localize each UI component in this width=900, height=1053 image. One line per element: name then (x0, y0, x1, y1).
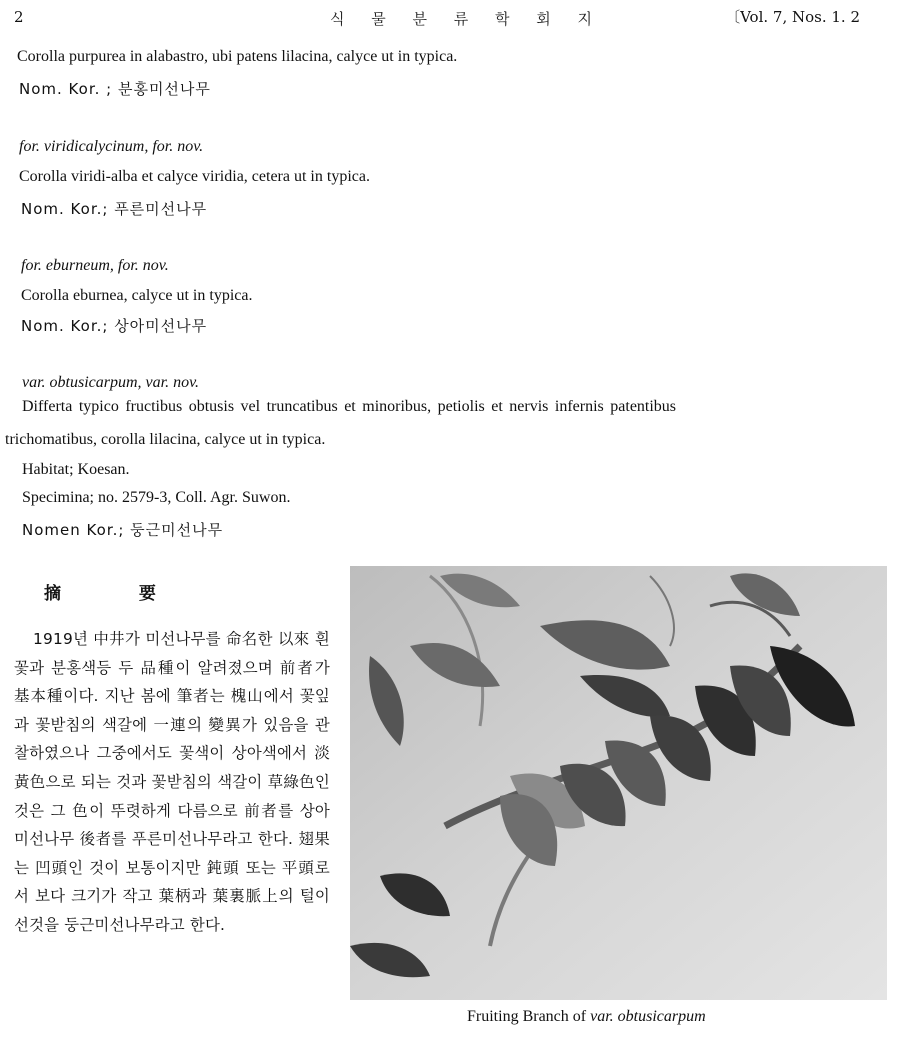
typica-korean-name: Nom. Kor. ; 분홍미선나무 (19, 80, 211, 98)
habitat: Habitat; Koesan. (22, 461, 130, 478)
typica-description: Corolla purpurea in alabastro, ubi patens lilacina, calyce ut in typica. (17, 48, 458, 65)
eburneum-title: for. eburneum, for. nov. (21, 257, 169, 274)
figure-caption (467, 1008, 706, 1026)
obtusicarpum-description-line1: Differta typico fructibus obtusis vel truncatibus et minoribus, petiolis et nervis infernis patentibus (22, 398, 677, 415)
obtusicarpum-title: var. obtusicarpum, var. nov. (22, 374, 200, 391)
journal-title: 식 물 분 류 학 회 지 (330, 10, 604, 28)
caption-prefix: Fruiting Branch of (467, 1008, 587, 1025)
abstract-body: 1919년 中井가 미선나무를 命名한 以來 흰꽃과 분홍색등 두 品種이 알려졌으며 前者가 基本種이다. 지난 봄에 筆者는 槐山에서 꽃잎과 꽃받침의 색갈에 一連의 變異가 있음을 관찰하였으나 그중에서도 꽃색이 상아색에서 淡黃色으로 되는 것과 꽃받침의 색갈이 草綠色인 것은 그 色이 뚜렷하게 다름으로 前者를 상아미선나무 後者를 푸른미선나무라고 한다. 翅果는 凹頭인 것이 보통이지만 鈍頭 또는 平頭로서 보다 크기가 작고 葉柄과 葉裏脈上의 털이 선것을 둥근미선나무라고 한다. (14, 630, 330, 934)
viridicalycinum-korean-name: Nom. Kor.; 푸른미선나무 (21, 200, 208, 218)
obtusicarpum-description-line2: trichomatibus, corolla lilacina, calyce ut in typica. (5, 431, 326, 448)
eburneum-description: Corolla eburnea, calyce ut in typica. (21, 287, 253, 304)
specimina: Specimina; no. 2579-3, Coll. Agr. Suwon. (22, 489, 291, 506)
caption-taxon: var. obtusicarpum (590, 1008, 706, 1025)
plant-illustration (350, 566, 887, 1000)
viridicalycinum-description: Corolla viridi-alba et calyce viridia, cetera ut in typica. (19, 168, 370, 185)
eburneum-korean-name: Nom. Kor.; 상아미선나무 (21, 317, 208, 335)
viridicalycinum-title: for. viridicalycinum, for. nov. (19, 138, 204, 155)
page-number: 2 (14, 8, 24, 26)
fruiting-branch-photo (350, 566, 887, 1000)
abstract-heading: 摘 要 (44, 584, 192, 604)
volume-info: 〔Vol. 7, Nos. 1. 2 (725, 8, 860, 26)
nomen-korean: Nomen Kor.; 둥근미선나무 (22, 521, 224, 539)
